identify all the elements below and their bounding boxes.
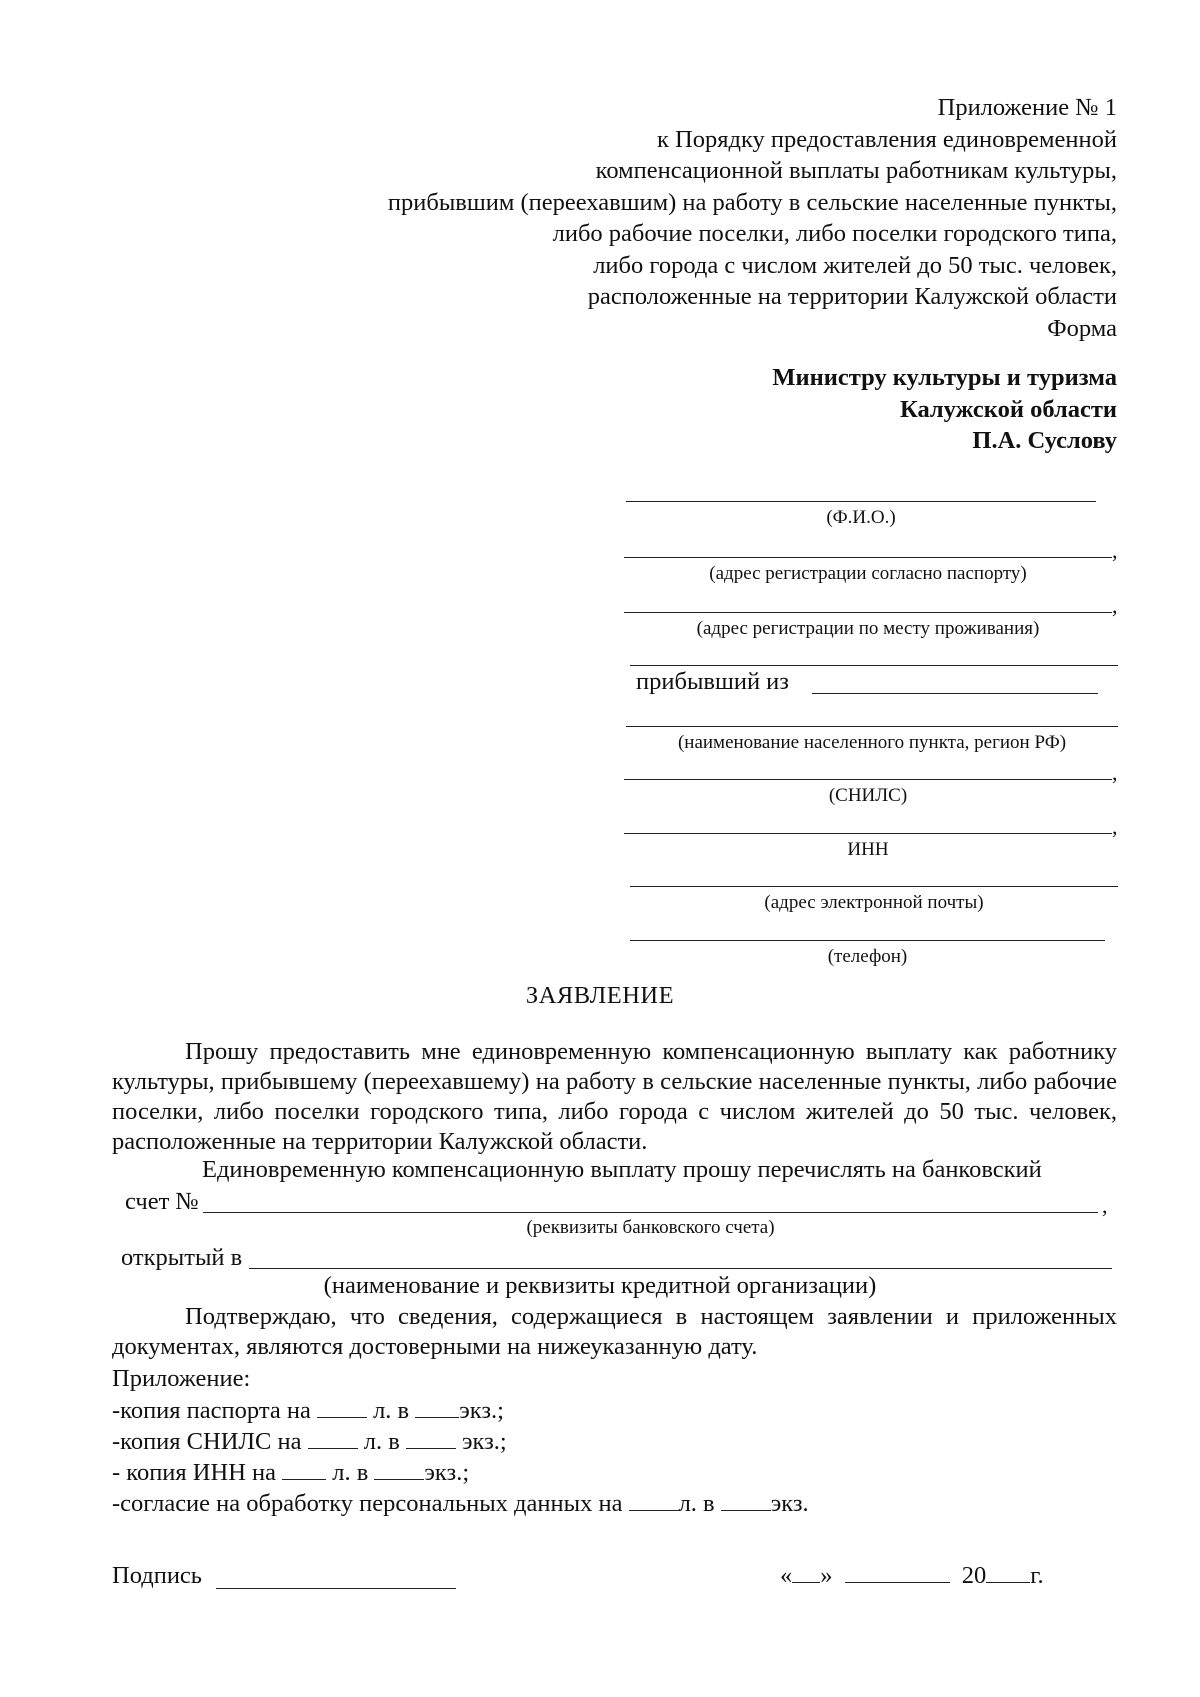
copies-blank[interactable] xyxy=(374,1459,424,1480)
comma: , xyxy=(1112,814,1118,839)
bank-line[interactable] xyxy=(249,1268,1112,1269)
attachment-text: -согласие на обработку персональных данных на xyxy=(112,1490,623,1517)
attachment-text: л. в xyxy=(678,1490,715,1517)
attachment-text: л. в xyxy=(363,1428,400,1455)
comma: , xyxy=(1102,1193,1108,1218)
fio-line[interactable] xyxy=(626,501,1096,502)
date-field xyxy=(780,1562,1044,1590)
inn-caption: ИНН xyxy=(847,839,889,860)
attachment-text: л. в xyxy=(332,1459,369,1486)
appendix-line: расположенные на территории Калужской области xyxy=(587,283,1117,310)
attachment-text: экз.; xyxy=(459,1397,504,1424)
request-paragraph: Прошу предоставить мне единовременную компенсационную выплату как работнику культуры, прибывшему (переехавшему) на работу в сельские населенные пункты, либо рабочие поселки, либо поселки городского типа, либо города с числом жителей до 50 тыс. человек, расположенные на территории Калужской области. xyxy=(112,1038,1117,1155)
attachments-label: Приложение: xyxy=(112,1365,251,1392)
quote-open: « xyxy=(780,1562,793,1589)
attachment-text: экз. xyxy=(770,1490,809,1517)
transfer-text: Единовременную компенсационную выплату прошу перечислять на банковский xyxy=(202,1156,1042,1183)
reg-address-line[interactable] xyxy=(624,557,1112,558)
email-caption: (адрес электронной почты) xyxy=(764,892,984,913)
attachment-consent xyxy=(112,1490,809,1518)
copies-blank[interactable] xyxy=(406,1428,456,1449)
signature-label: Подпись xyxy=(112,1562,202,1589)
settlement-line[interactable] xyxy=(626,726,1118,727)
comma: , xyxy=(1112,760,1118,785)
phone-caption: (телефон) xyxy=(827,946,908,967)
attachment-passport xyxy=(112,1397,504,1425)
account-caption: (реквизиты банковского счета) xyxy=(526,1217,775,1238)
attachment-text: экз.; xyxy=(424,1459,470,1486)
addressee-line: Калужской области xyxy=(900,395,1117,423)
settlement-caption: (наименование населенного пункта, регион РФ) xyxy=(677,732,1067,753)
attachment-text: - копия ИНН на xyxy=(112,1459,276,1486)
reg-address-caption: (адрес регистрации согласно паспорту) xyxy=(709,563,1027,584)
attachment-inn xyxy=(112,1459,469,1487)
year-suffix: г. xyxy=(1030,1562,1044,1589)
quote-close: » xyxy=(820,1562,833,1589)
year-prefix: 20 xyxy=(961,1562,987,1589)
signature-line[interactable] xyxy=(216,1588,456,1589)
phone-line[interactable] xyxy=(630,940,1105,941)
sheets-blank[interactable] xyxy=(282,1459,326,1480)
live-address-caption: (адрес регистрации по месту проживания) xyxy=(696,618,1040,639)
month-blank[interactable] xyxy=(845,1562,950,1583)
comma: , xyxy=(1112,538,1118,563)
inn-line[interactable] xyxy=(624,833,1112,834)
addressee-line: П.А. Суслову xyxy=(972,427,1117,454)
appendix-header xyxy=(388,92,1117,344)
attachment-text: экз.; xyxy=(462,1428,507,1455)
live-address-line[interactable] xyxy=(624,612,1112,613)
appendix-line: прибывшим (переехавшим) на работу в сельские населенные пункты, xyxy=(387,188,1117,216)
attachment-text: -копия паспорта на xyxy=(112,1397,311,1424)
arrived-from-label: прибывший из xyxy=(636,668,789,695)
day-blank[interactable] xyxy=(792,1562,820,1583)
addressee-block xyxy=(772,362,1117,457)
attachment-text: л. в xyxy=(373,1397,410,1424)
snils-caption: (СНИЛС) xyxy=(828,785,908,806)
bank-caption: (наименование и реквизиты кредитной организации) xyxy=(323,1272,877,1299)
sheets-blank[interactable] xyxy=(317,1397,367,1418)
opened-label: открытый в xyxy=(121,1244,243,1271)
comma: , xyxy=(1112,593,1118,618)
email-line[interactable] xyxy=(630,886,1118,887)
year-blank[interactable] xyxy=(986,1562,1030,1583)
account-label: счет № xyxy=(125,1188,199,1215)
arrived-from-line[interactable] xyxy=(812,693,1098,694)
appendix-line: к Порядку предоставления единовременной xyxy=(657,125,1117,153)
appendix-line: компенсационной выплаты работникам культуры, xyxy=(595,157,1117,184)
statement-title: ЗАЯВЛЕНИЕ xyxy=(525,982,675,1009)
sheets-blank[interactable] xyxy=(308,1428,358,1449)
fio-caption: (Ф.И.О.) xyxy=(826,507,896,528)
appendix-line: либо города с числом жителей до 50 тыс. человек, xyxy=(593,251,1117,279)
sheets-blank[interactable] xyxy=(629,1490,679,1511)
form-label: Форма xyxy=(1047,314,1117,342)
addressee-line: Министру культуры и туризма xyxy=(772,364,1117,391)
extra-address-line[interactable] xyxy=(630,665,1118,666)
account-number-line[interactable] xyxy=(203,1212,1098,1213)
snils-line[interactable] xyxy=(624,779,1112,780)
copies-blank[interactable] xyxy=(721,1490,771,1511)
copies-blank[interactable] xyxy=(415,1397,459,1418)
appendix-line: Приложение № 1 xyxy=(937,94,1117,121)
appendix-line: либо рабочие поселки, либо поселки городского типа, xyxy=(552,220,1117,247)
attachment-text: -копия СНИЛС на xyxy=(112,1428,302,1455)
attachment-snils xyxy=(112,1428,507,1456)
confirm-paragraph: Подтверждаю, что сведения, содержащиеся в настоящем заявлении и приложенных документах, являются достоверными на нижеуказанную дату. xyxy=(112,1303,1117,1360)
